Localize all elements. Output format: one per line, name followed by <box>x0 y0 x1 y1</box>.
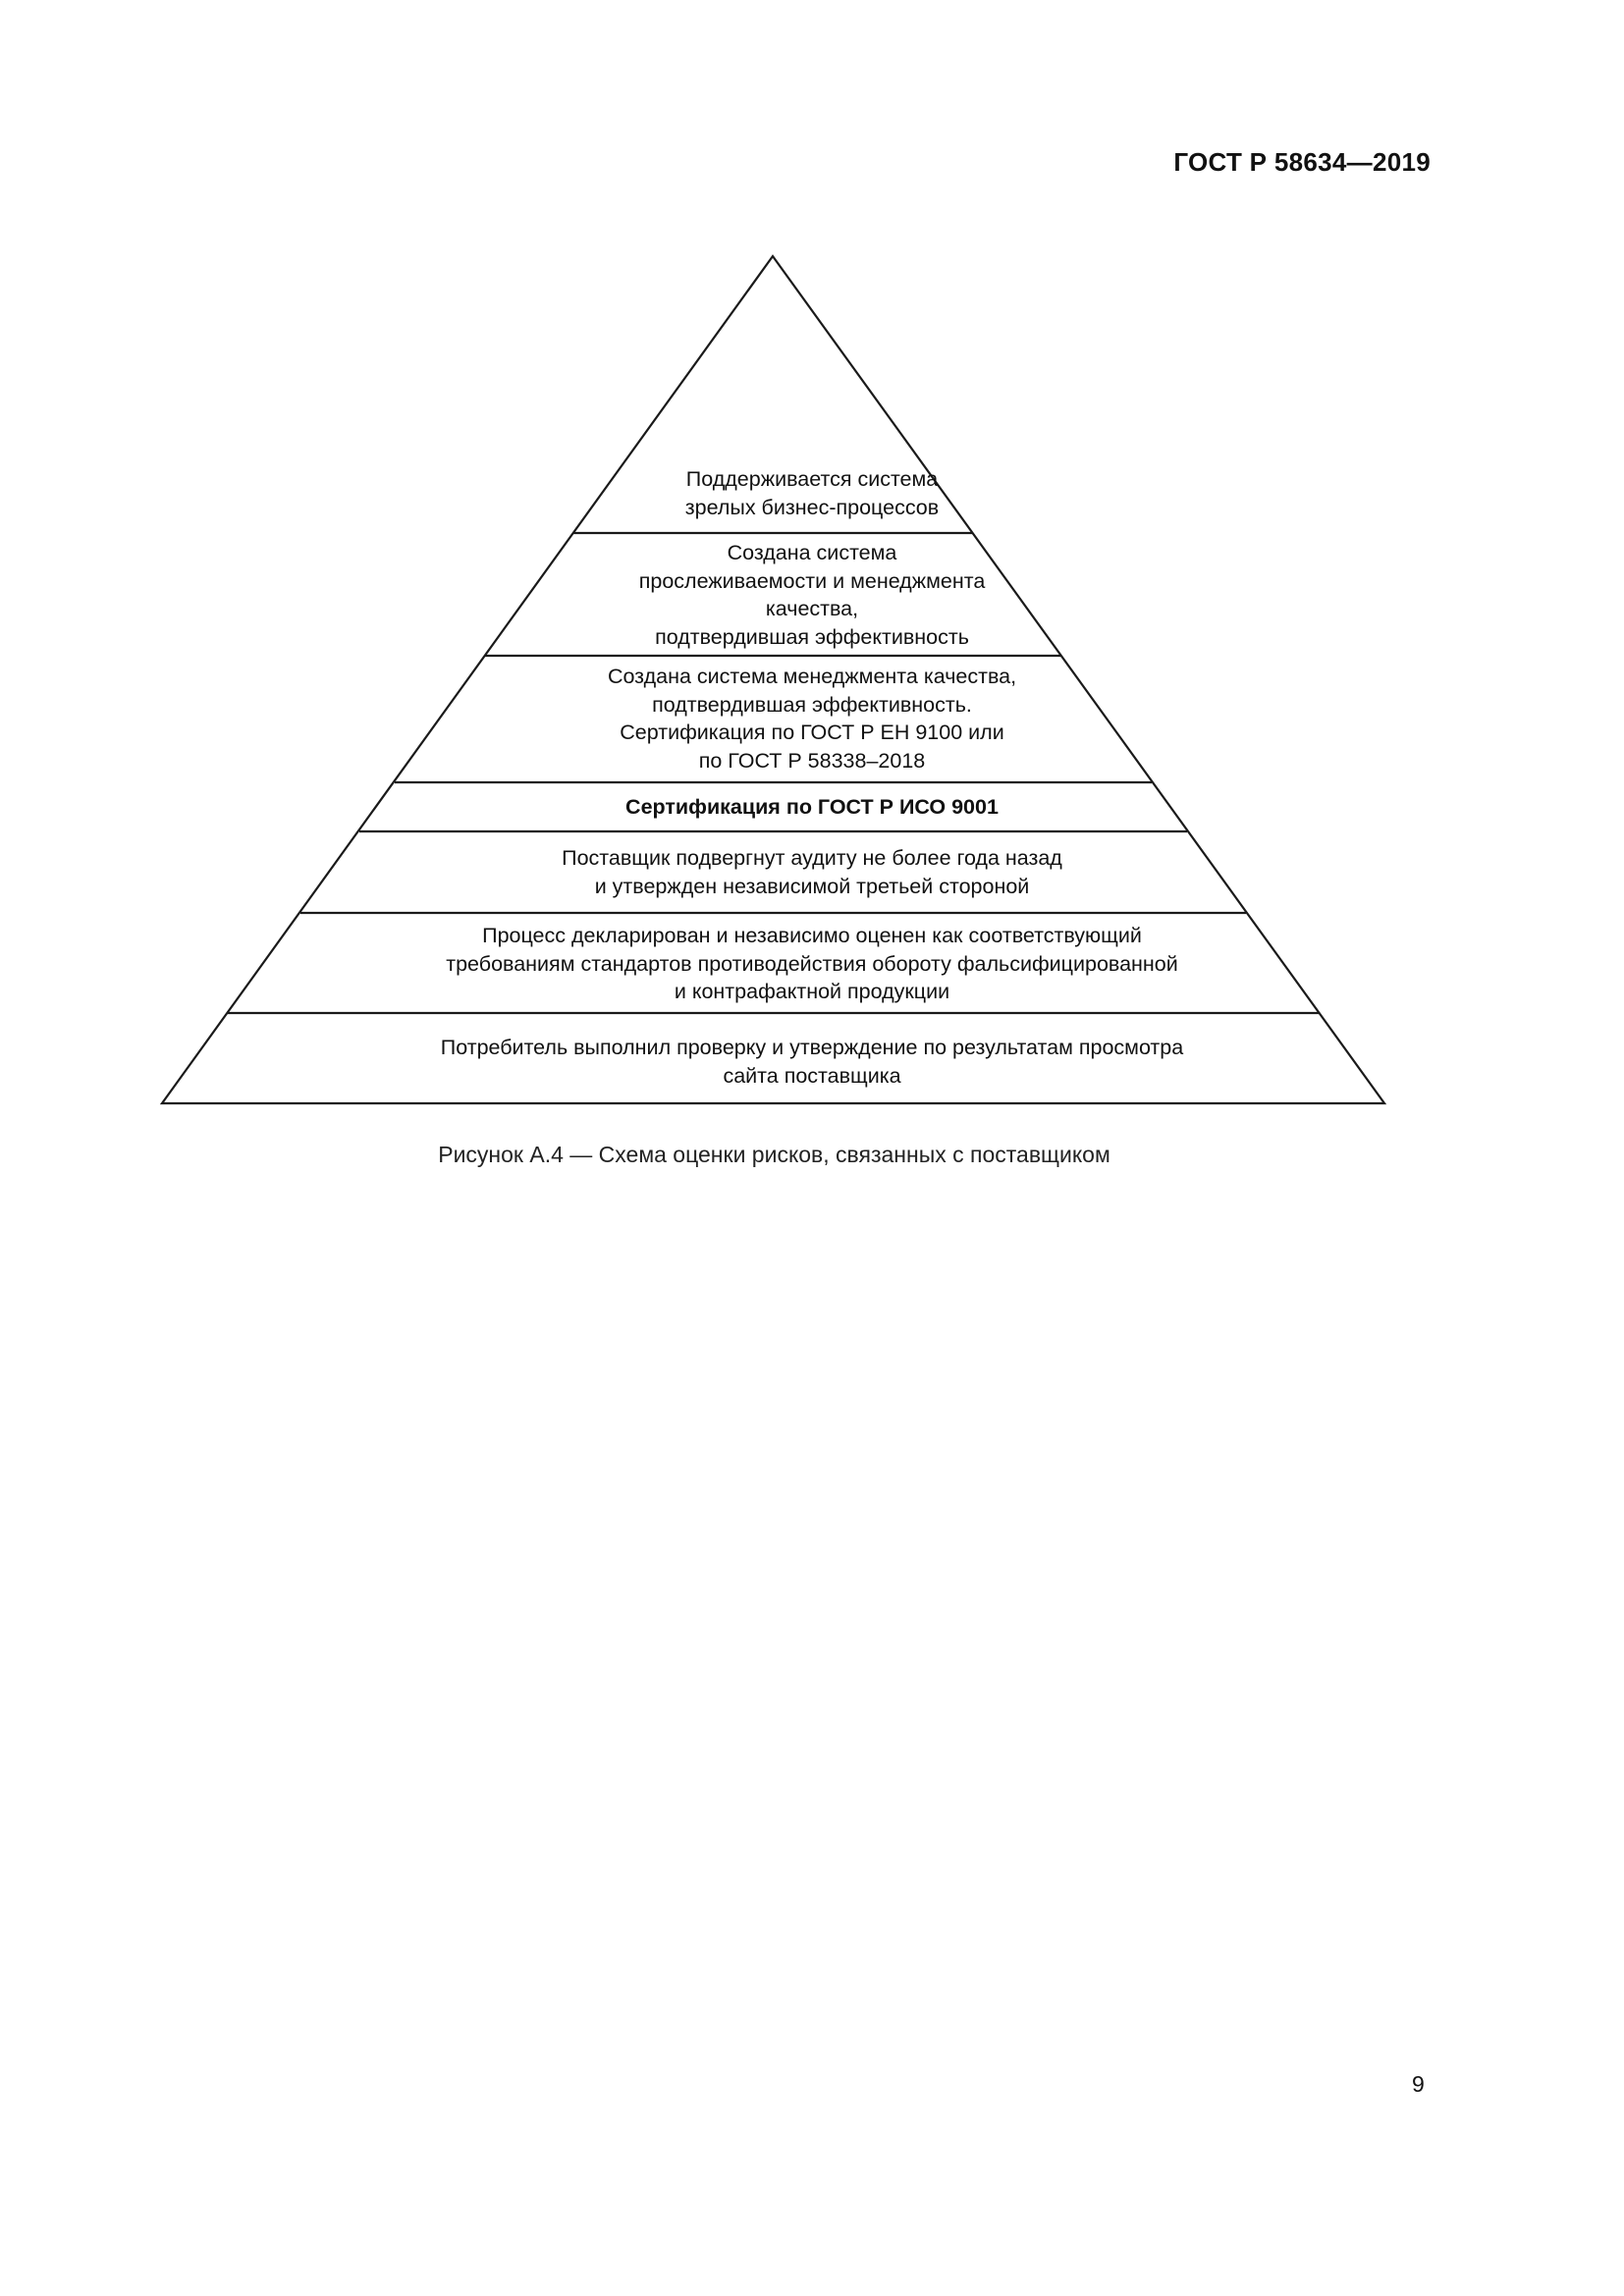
pyramid-level-6: Процесс декларирован и независимо оценен как соответствующий требованиям стандартов противодействия обороту фальсифицированной и контрафактной продукции <box>446 924 1178 1003</box>
page-number: 9 <box>1412 2071 1425 2097</box>
pyramid-level-5: Поставщик подвергнут аудиту не более года назад и утвержден независимой третьей стороной <box>562 846 1062 898</box>
pyramid-level-3: Создана система менеджмента качества, подтвердившая эффективность. Сертификация по ГОСТ Р ЕН 9100 или по ГОСТ Р 58338–2018 <box>607 665 1017 773</box>
pyramid-level-7: Потребитель выполнил проверку и утверждение по результатам просмотра сайта поставщика <box>440 1036 1184 1088</box>
document-code: ГОСТ Р 58634—2019 <box>1173 147 1431 177</box>
figure-caption: Рисунок А.4 — Схема оценки рисков, связанных с поставщиком <box>438 1142 1110 1167</box>
pyramid-level-2: Создана система прослеживаемости и менеджмента качества, подтвердившая эффективность <box>638 541 986 649</box>
pyramid-level-1: Поддерживается система зрелых бизнес-процессов <box>684 467 940 519</box>
pyramid-level-4: Сертификация по ГОСТ Р ИСО 9001 <box>625 795 999 819</box>
